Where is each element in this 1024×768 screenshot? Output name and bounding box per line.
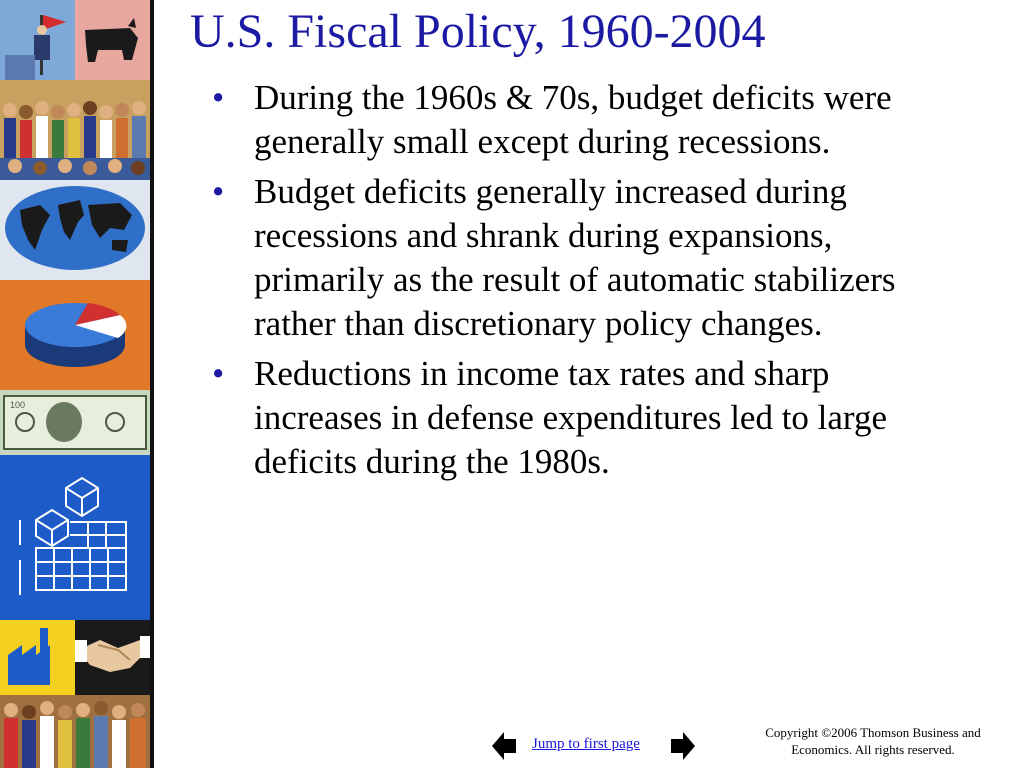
world-map-icon [0, 180, 150, 280]
copyright-line: Economics. All rights reserved. [791, 742, 955, 757]
bullet-text: Reductions in income tax rates and sharp increases in defense expenditures led to large deficits during the 1980s. [254, 354, 887, 481]
slide-navigation [492, 732, 697, 760]
flag-icon [0, 0, 75, 80]
bullet-item [212, 352, 942, 484]
jump-to-first-page-link[interactable]: Jump to first page [532, 736, 640, 752]
bullet-list [212, 76, 942, 490]
building-blocks-icon [0, 455, 150, 620]
pie-chart-icon [0, 280, 150, 390]
right-arrow-icon[interactable] [671, 732, 695, 760]
copyright-line: Copyright ©2006 Thomson Business and [765, 725, 981, 740]
bullet-text: Budget deficits generally increased during recessions and shrank during expansions, primarily as the result of automatic stabilizers rather than discretionary policy changes. [254, 172, 896, 343]
bull-icon [75, 0, 150, 80]
crowd-icon [0, 80, 150, 180]
crowd-icon [0, 695, 150, 768]
bullet-marker: • [212, 78, 225, 117]
slide-title: U.S. Fiscal Policy, 1960-2004 [190, 5, 766, 58]
bullet-item [212, 76, 942, 164]
svg-text:100: 100 [10, 400, 26, 410]
factory-icon [0, 620, 75, 695]
bullet-text: During the 1960s & 70s, budget deficits were generally small except during recessions. [254, 78, 892, 161]
sidebar-divider [150, 0, 154, 768]
bullet-marker: • [212, 172, 225, 211]
bullet-item [212, 170, 942, 346]
copyright-notice [746, 724, 1000, 758]
sidebar-collage [0, 0, 150, 768]
left-arrow-icon[interactable] [492, 732, 516, 760]
dollar-bill-icon [0, 390, 150, 455]
bullet-marker: • [212, 354, 225, 393]
handshake-icon [75, 620, 150, 695]
